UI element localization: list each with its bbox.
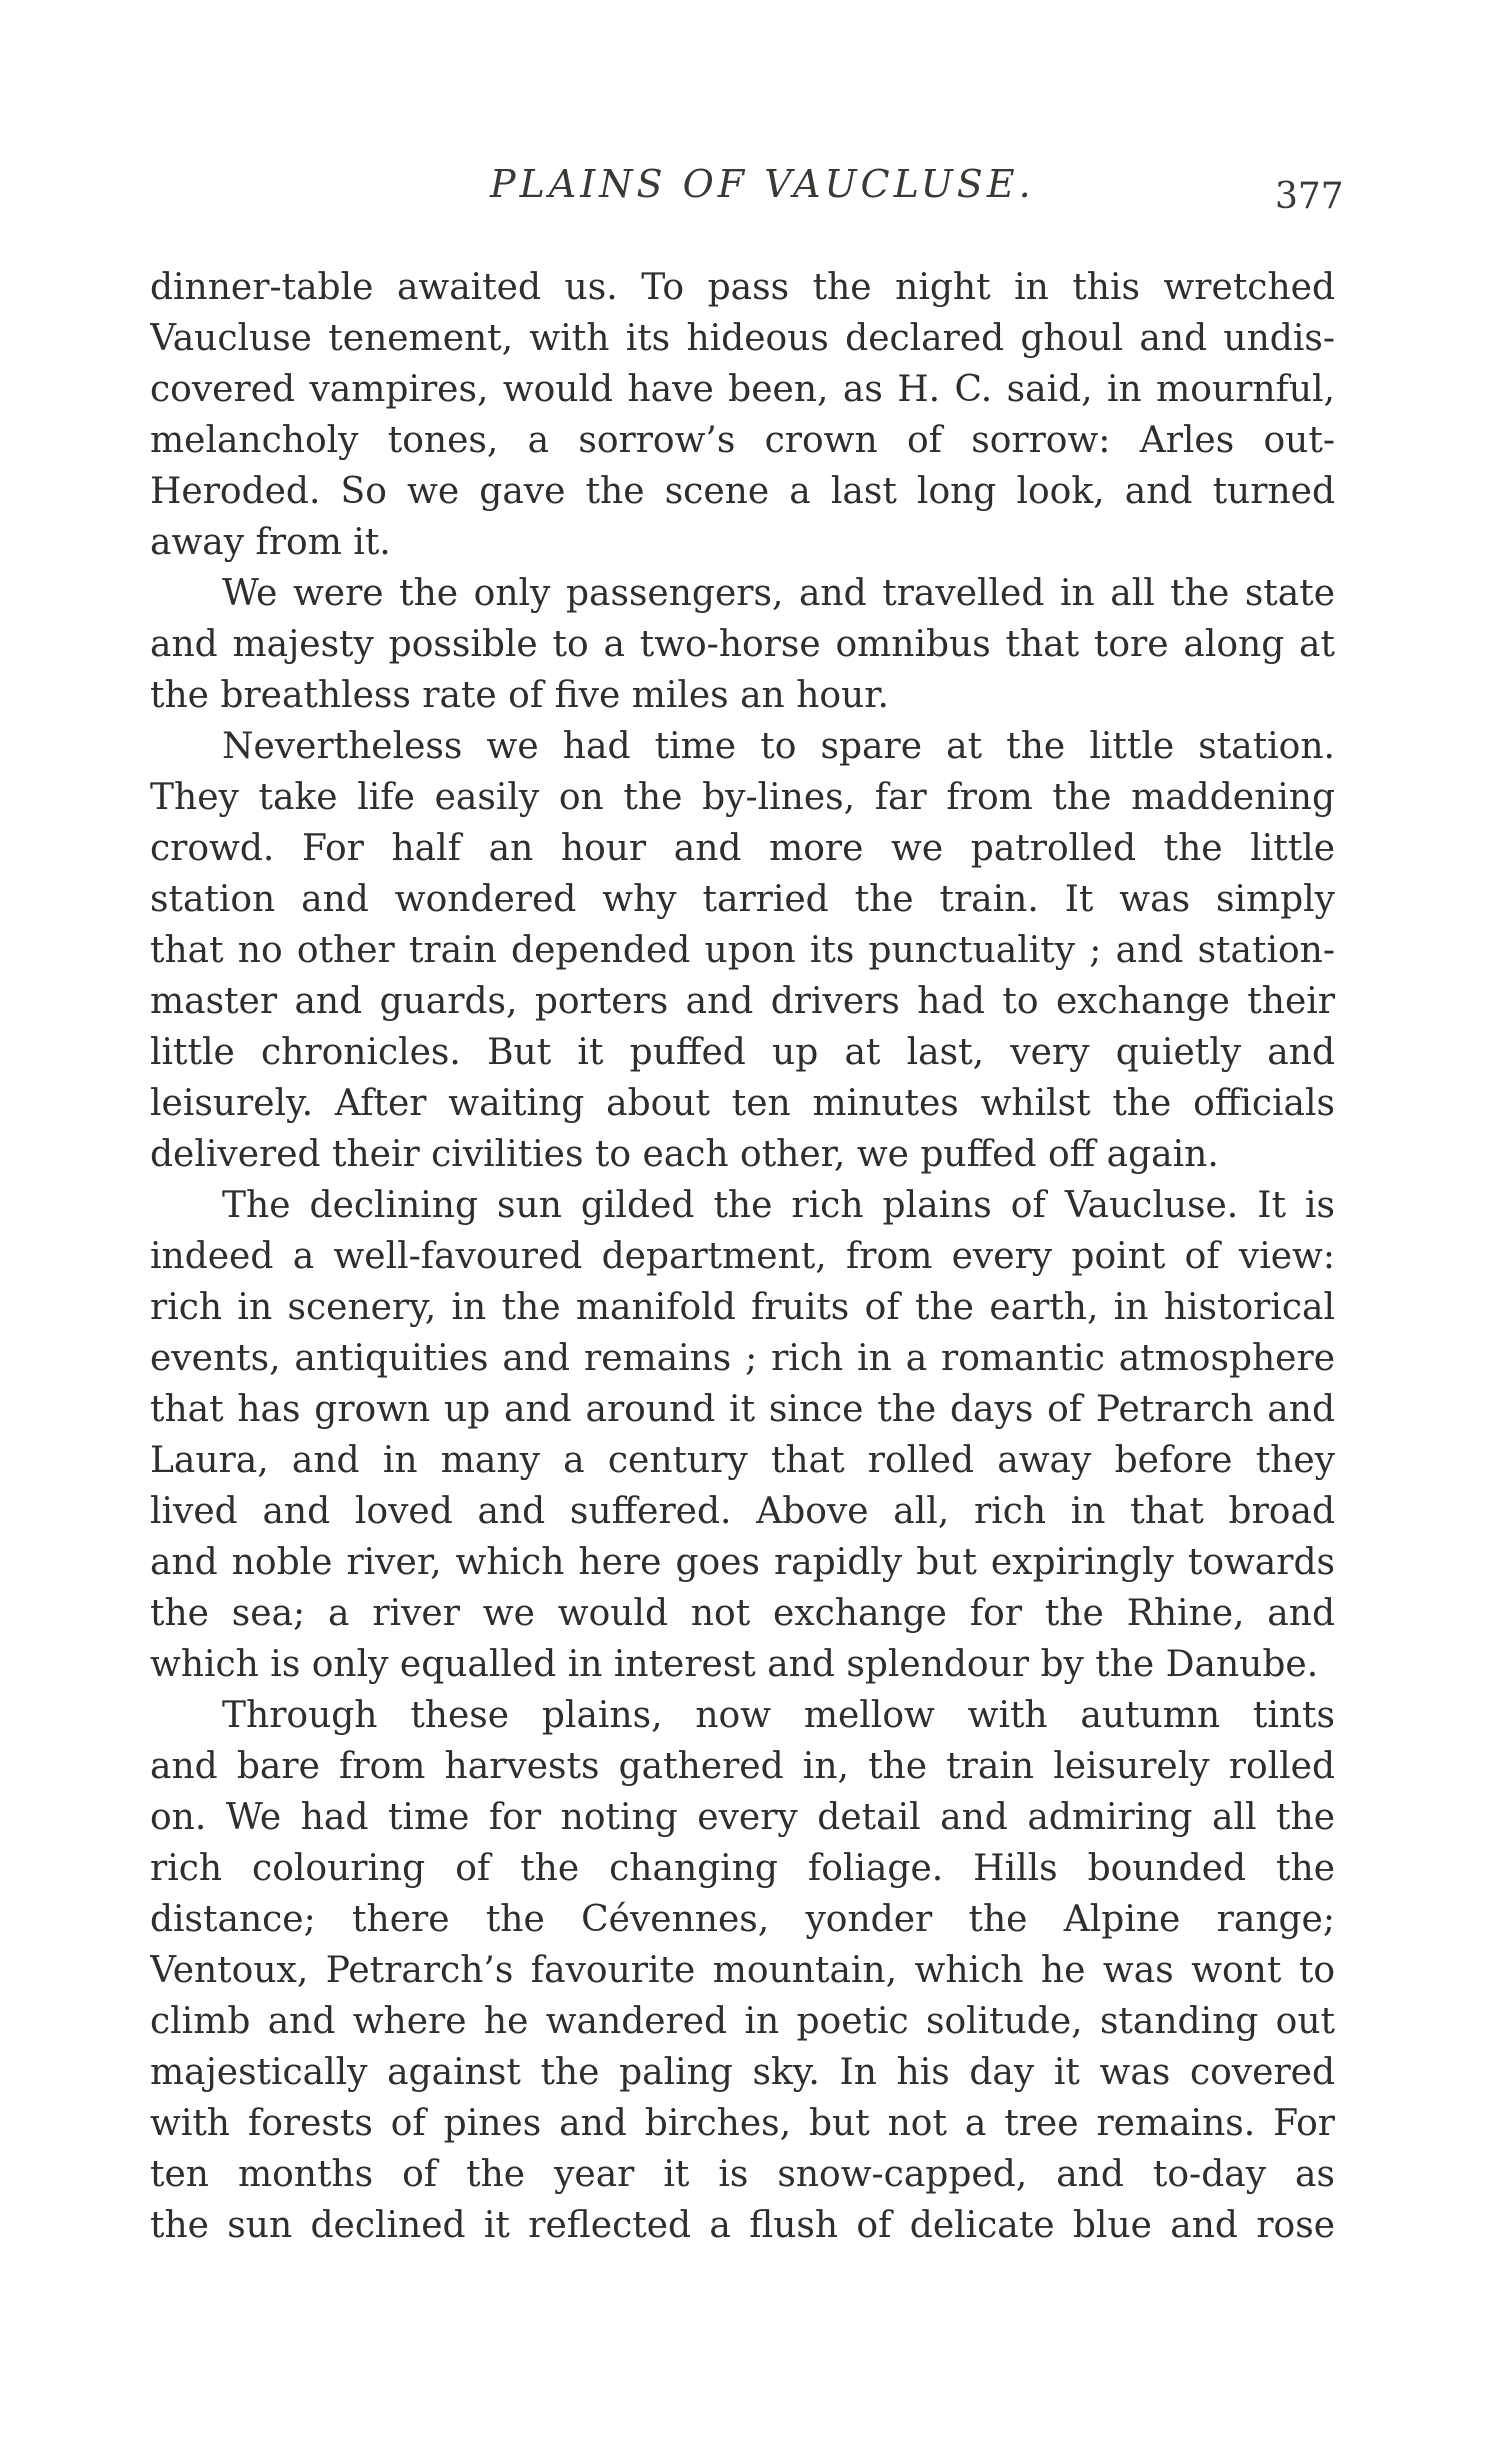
running-title: PLAINS OF VAUCLUSE. [490, 162, 1035, 206]
text-line: the sea; a river we would not exchange for the Rhine, and [150, 1593, 1335, 1634]
text-line: master and guards, porters and drivers had to exchange their [150, 981, 1335, 1022]
text-line: lived and loved and suffered. Above all, rich in that broad [150, 1491, 1335, 1532]
text-line: Laura, and in many a century that rolled away before they [150, 1440, 1335, 1481]
text-line: the sun declined it reflected a flush of delicate blue and rose [150, 2205, 1335, 2246]
text-line: that has grown up and around it since the days of Petrarch and [150, 1389, 1335, 1430]
text-line: indeed a well-favoured department, from every point of view: [150, 1236, 1335, 1277]
text-line: little chronicles. But it puffed up at last, very quietly and [150, 1032, 1335, 1073]
text-line: They take life easily on the by-lines, far from the maddening [150, 777, 1335, 818]
text-line: with forests of pines and birches, but not a tree remains. For [150, 2103, 1335, 2144]
text-line: distance; there the Cévennes, yonder the Alpine range; [150, 1899, 1335, 1940]
text-line: away from it. [150, 522, 391, 563]
text-line: dinner-table awaited us. To pass the night in this wretched [150, 267, 1335, 308]
text-line: The declining sun gilded the rich plains of Vaucluse. It is [222, 1185, 1335, 1226]
text-line: Vaucluse tenement, with its hideous declared ghoul and undis- [150, 318, 1335, 359]
text-line: rich colouring of the changing foliage. Hills bounded the [150, 1848, 1335, 1889]
text-line: Ventoux, Petrarch’s favourite mountain, which he was wont to [150, 1950, 1335, 1991]
text-line: events, antiquities and remains ; rich in a romantic atmosphere [150, 1338, 1335, 1379]
text-line: delivered their civilities to each other, we puffed off again. [150, 1134, 1219, 1175]
text-line: Heroded. So we gave the scene a last long look, and turned [150, 471, 1335, 512]
text-line: We were the only passengers, and travelled in all the state [222, 573, 1335, 614]
text-line: majestically against the paling sky. In his day it was covered [150, 2052, 1335, 2093]
text-line: station and wondered why tarried the train. It was simply [150, 879, 1335, 920]
text-line: which is only equalled in interest and splendour by the Danube. [150, 1644, 1319, 1685]
text-line: and noble river, which here goes rapidly but expiringly towards [150, 1542, 1335, 1583]
text-line: on. We had time for noting every detail and admiring all the [150, 1797, 1335, 1838]
text-line: the breathless rate of five miles an hour. [150, 675, 889, 716]
text-line: rich in scenery, in the manifold fruits of the earth, in historical [150, 1287, 1335, 1328]
text-line: leisurely. After waiting about ten minutes whilst the officials [150, 1083, 1335, 1124]
text-line: and majesty possible to a two-horse omnibus that tore along at [150, 624, 1335, 665]
text-line: crowd. For half an hour and more we patrolled the little [150, 828, 1335, 869]
text-line: ten months of the year it is snow-capped, and to-day as [150, 2154, 1335, 2195]
text-line: melancholy tones, a sorrow’s crown of sorrow: Arles out- [150, 420, 1335, 461]
text-line: covered vampires, would have been, as H. C. said, in mournful, [150, 369, 1335, 410]
body-text [150, 262, 1335, 2251]
text-line: and bare from harvests gathered in, the train leisurely rolled [150, 1746, 1335, 1787]
text-line: that no other train depended upon its punctuality ; and station- [150, 930, 1335, 971]
page-number: 377 [1275, 176, 1344, 217]
text-line: climb and where he wandered in poetic solitude, standing out [150, 2001, 1335, 2042]
text-line: Nevertheless we had time to spare at the little station. [222, 726, 1335, 767]
text-line: Through these plains, now mellow with autumn tints [222, 1695, 1335, 1736]
